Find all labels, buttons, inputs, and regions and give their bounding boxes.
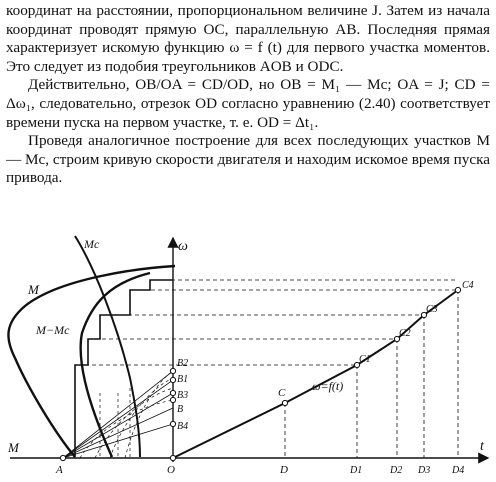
label-B3: B3 bbox=[177, 390, 189, 401]
paragraph-1: координат на расстоянии, пропорциональном величине J. Затем из начала координат проводят прямую OC, параллельную AB. Последняя прямая характеризует искомую функцию ω = f (t) для первого участка моментов. Это следует из подобия треугольников AOB и ODC. bbox=[6, 2, 490, 75]
label-O: O bbox=[167, 464, 175, 476]
label-C: C bbox=[278, 387, 286, 399]
label-C2: C2 bbox=[399, 328, 411, 339]
speed-curve-figure bbox=[0, 228, 496, 482]
label-C1: C1 bbox=[359, 354, 371, 365]
label-D4: D4 bbox=[452, 465, 465, 476]
label-B2: B2 bbox=[177, 358, 189, 369]
label-D3: D3 bbox=[418, 465, 431, 476]
label-M-Mc: M−Mc bbox=[36, 323, 70, 337]
label-A: A bbox=[56, 464, 63, 476]
t-axis-label: t bbox=[480, 439, 484, 454]
label-omega-ft: ω=f(t) bbox=[312, 379, 344, 393]
paragraph-2: Действительно, OB/OA = CD/OD, но OB = M₁ — Mc; OA = J; CD = Δω₁, следовательно, отрезок OD согласно уравнению (2.40) соответствует времени пуска на первом участке, т. е. OD = Δt₁. bbox=[6, 76, 490, 131]
paragraph-3: Проведя аналогичное построение для всех последующих участков M — Mc, строим кривую скорости двигателя и находим искомое время пуска привода. bbox=[6, 132, 490, 187]
label-D2: D2 bbox=[390, 465, 403, 476]
label-B: B bbox=[177, 404, 184, 415]
omega-axis-label: ω bbox=[178, 239, 188, 254]
label-B1: B1 bbox=[177, 374, 189, 385]
body-text bbox=[6, 2, 490, 188]
load-moment-curve bbox=[75, 236, 140, 457]
label-M: M bbox=[28, 282, 39, 297]
label-Mc: Mc bbox=[84, 237, 100, 251]
label-C4: C4 bbox=[462, 280, 474, 291]
moment-axis-label: M bbox=[8, 440, 19, 455]
label-D1: D1 bbox=[350, 465, 363, 476]
label-C3: C3 bbox=[426, 304, 438, 315]
label-B4: B4 bbox=[177, 421, 189, 432]
label-D: D bbox=[280, 464, 288, 476]
